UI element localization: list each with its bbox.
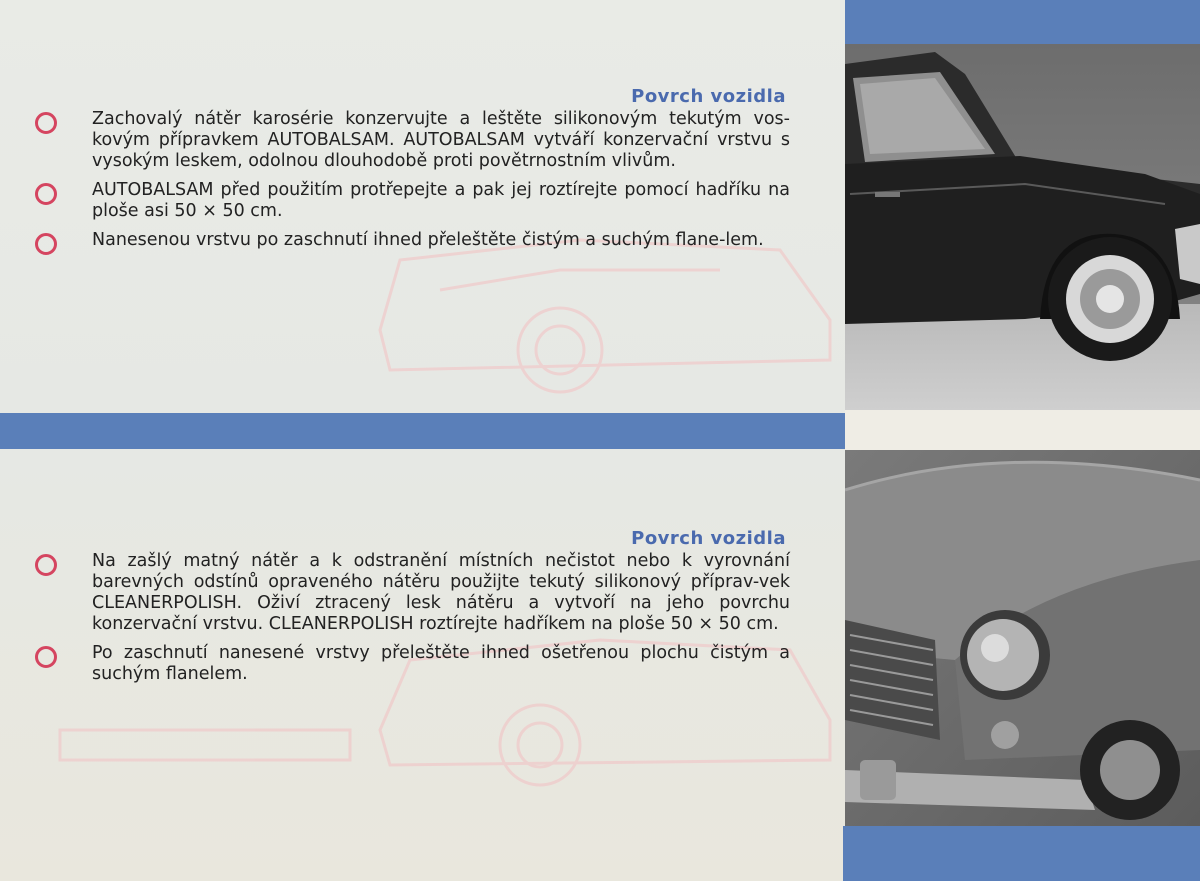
item-text: Nanesenou vrstvu po zaschnutí ihned přeleštěte čistým a suchým flane-lem. [92,230,764,250]
circle-bullet-icon [35,646,57,668]
list-item [30,109,790,172]
item-text: Po zaschnutí nanesené vrstvy přeleštěte ihned ošetřenou plochu čistým a suchým flanelem. [92,643,790,684]
list-item [30,230,790,251]
circle-bullet-icon [35,112,57,134]
blue-divider-bar [0,413,845,449]
circle-bullet-icon [35,554,57,576]
list-item [30,551,790,635]
item-text: Zachovalý nátěr karosérie konzervujte a leštěte silikonovým tekutým vos-kovým přípravkem AUTOBALSAM. AUTOBALSAM vytváří konzervační vrstvu s vysokým leskem, odolnou dlouhodobě proti povětrnostním vlivům. [92,109,790,171]
car-side-photo [845,44,1200,410]
section-body-surface-cleanerpolish [30,528,790,693]
section-heading: Povrch vozidla [631,528,786,549]
circle-bullet-icon [35,233,57,255]
photo-separator [845,410,1200,450]
list-item [30,180,790,222]
section-heading: Povrch vozidla [631,86,786,107]
blue-bottom-bar [843,826,1200,881]
item-text: AUTOBALSAM před použitím protřepejte a pak jej roztírejte pomocí hadříku na ploše asi 50 × 50 cm. [92,180,790,221]
list-item [30,643,790,685]
circle-bullet-icon [35,183,57,205]
item-text: Na zašlý matný nátěr a k odstranění místních nečistot nebo k vyrovnání barevných odstínů opraveného nátěru použijte tekutý silikonový příprav-vek CLEANERPOLISH. Oživí ztracený lesk nátěru a vytvoří na jeho povrchu konzervační vrstvu. CLEANERPOLISH roztírejte hadříkem na ploše 50 × 50 cm. [92,551,790,634]
section-body-surface-autobalsam [30,86,790,259]
blue-top-bar [845,0,1200,44]
car-front-photo [845,450,1200,826]
